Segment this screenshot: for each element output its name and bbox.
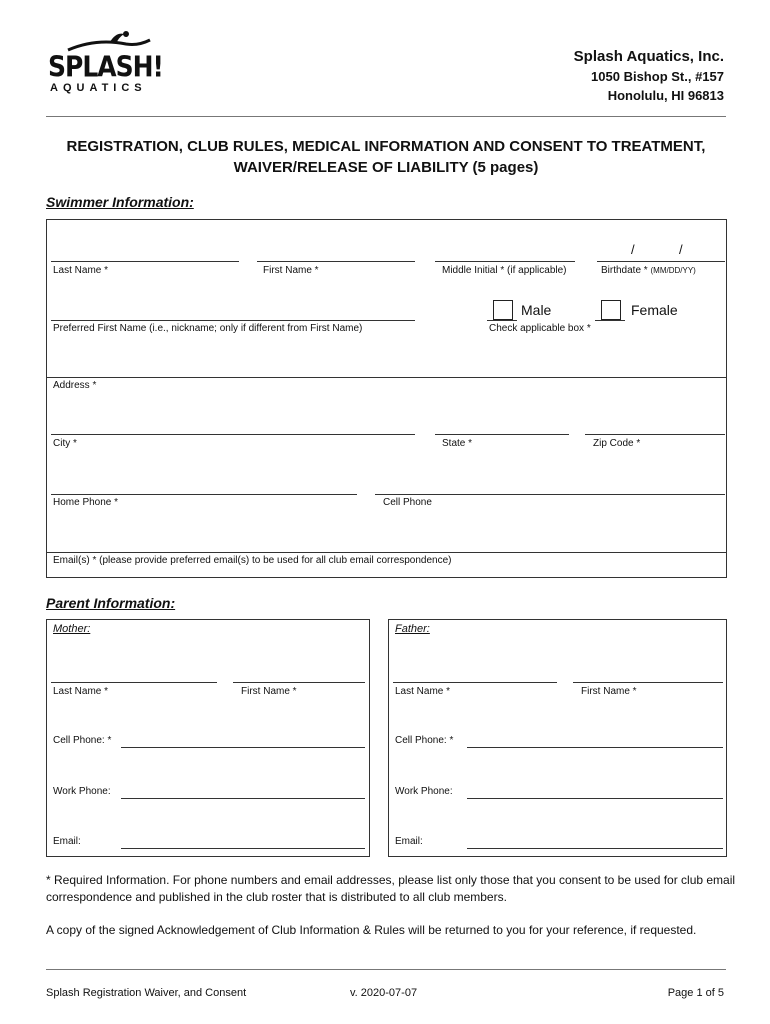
cell-phone-label: Cell Phone bbox=[383, 497, 432, 508]
father-cell-label: Cell Phone: * bbox=[395, 735, 454, 746]
title-line-1: REGISTRATION, CLUB RULES, MEDICAL INFORMATION AND CONSENT TO TREATMENT, bbox=[66, 138, 706, 155]
company-name: Splash Aquatics, Inc. bbox=[573, 48, 724, 65]
mother-email-field[interactable] bbox=[121, 848, 365, 849]
father-cell-field[interactable] bbox=[467, 747, 723, 748]
father-first-name-field[interactable] bbox=[573, 682, 723, 683]
middle-initial-label: Middle Initial * (if applicable) bbox=[442, 265, 567, 276]
footer-divider bbox=[46, 969, 726, 970]
father-work-label: Work Phone: bbox=[395, 786, 453, 797]
mother-last-name-field[interactable] bbox=[51, 682, 217, 683]
father-last-name-label: Last Name * bbox=[395, 686, 451, 697]
footer-page-number: Page 1 of 5 bbox=[667, 987, 724, 999]
company-address-line1: 1050 Bishop St., #157 bbox=[591, 69, 724, 84]
mother-work-label: Work Phone: bbox=[53, 786, 111, 797]
father-first-name-label: First Name * bbox=[581, 686, 637, 697]
mother-cell-field[interactable] bbox=[121, 747, 365, 748]
footer-version: v. 2020-07-07 bbox=[350, 987, 418, 999]
logo-subtitle: AQUATICS bbox=[50, 82, 147, 94]
swimmer-section-heading: Swimmer Information: bbox=[46, 194, 194, 210]
father-email-label: Email: bbox=[395, 836, 423, 847]
acknowledgement-note: A copy of the signed Acknowledgement of Club Information & Rules will be returned to you for your reference, if requested. bbox=[46, 923, 697, 937]
header-divider bbox=[46, 116, 726, 117]
email-label: Email(s) * (please provide preferred email(s) to be used for all club email correspondence) bbox=[53, 555, 452, 566]
first-name-field[interactable] bbox=[257, 261, 415, 262]
cell-phone-field[interactable] bbox=[375, 494, 725, 495]
page-title bbox=[46, 136, 726, 178]
mother-heading: Mother: bbox=[53, 623, 91, 635]
company-address-line2: Honolulu, HI 96813 bbox=[607, 88, 724, 103]
male-checkbox[interactable] bbox=[493, 300, 513, 320]
email-divider bbox=[47, 552, 726, 553]
female-checkbox[interactable] bbox=[601, 300, 621, 320]
birthdate-label-text: Birthdate * bbox=[601, 265, 648, 276]
first-name-label: First Name * bbox=[263, 265, 319, 276]
home-phone-field[interactable] bbox=[51, 494, 357, 495]
city-label: City * bbox=[53, 438, 77, 449]
title-line-2: WAIVER/RELEASE OF LIABILITY (5 pages) bbox=[233, 159, 539, 176]
female-underline bbox=[595, 320, 625, 321]
splash-logo bbox=[46, 30, 163, 100]
father-info-box bbox=[388, 619, 727, 857]
address-field[interactable] bbox=[47, 390, 726, 432]
date-slash-2: / bbox=[679, 242, 683, 257]
last-name-label: Last Name * bbox=[53, 265, 109, 276]
birthdate-format: (MM/DD/YY) bbox=[650, 266, 696, 275]
preferred-name-label: Preferred First Name (i.e., nickname; only if different from First Name) bbox=[53, 323, 363, 334]
footer-doc-title: Splash Registration Waiver, and Consent bbox=[46, 987, 247, 999]
address-divider bbox=[47, 377, 726, 378]
zip-label: Zip Code * bbox=[593, 438, 641, 449]
state-label: State * bbox=[442, 438, 473, 449]
mother-first-name-label: First Name * bbox=[241, 686, 297, 697]
mother-first-name-field[interactable] bbox=[233, 682, 365, 683]
required-info-note: * Required Information. For phone numbers and email addresses, please list only those that you consent to be used for club email correspondence and published in the club roster that is distributed to all club members. bbox=[46, 873, 736, 904]
birthdate-label bbox=[601, 265, 696, 276]
city-field[interactable] bbox=[51, 434, 415, 435]
address-label: Address * bbox=[53, 380, 97, 391]
mother-work-field[interactable] bbox=[121, 798, 365, 799]
zip-field[interactable] bbox=[585, 434, 725, 435]
father-email-field[interactable] bbox=[467, 848, 723, 849]
middle-initial-field[interactable] bbox=[435, 261, 575, 262]
mother-info-box bbox=[46, 619, 370, 857]
preferred-name-field[interactable] bbox=[51, 320, 415, 321]
swimmer-info-box bbox=[46, 219, 727, 578]
father-last-name-field[interactable] bbox=[393, 682, 557, 683]
mother-last-name-label: Last Name * bbox=[53, 686, 109, 697]
home-phone-label: Home Phone * bbox=[53, 497, 119, 508]
check-box-label: Check applicable box * bbox=[489, 323, 591, 334]
logo-wordmark: SPLASH! bbox=[48, 49, 163, 84]
mother-email-label: Email: bbox=[53, 836, 81, 847]
company-address-block bbox=[574, 48, 724, 103]
parent-section-heading: Parent Information: bbox=[46, 595, 176, 611]
male-underline bbox=[487, 320, 517, 321]
mother-cell-label: Cell Phone: * bbox=[53, 735, 112, 746]
father-heading: Father: bbox=[395, 623, 430, 635]
last-name-field[interactable] bbox=[51, 261, 239, 262]
male-label: Male bbox=[521, 302, 552, 318]
female-label: Female bbox=[631, 302, 678, 318]
birthdate-field[interactable] bbox=[597, 261, 725, 262]
father-work-field[interactable] bbox=[467, 798, 723, 799]
date-slash-1: / bbox=[631, 242, 635, 257]
state-field[interactable] bbox=[435, 434, 569, 435]
